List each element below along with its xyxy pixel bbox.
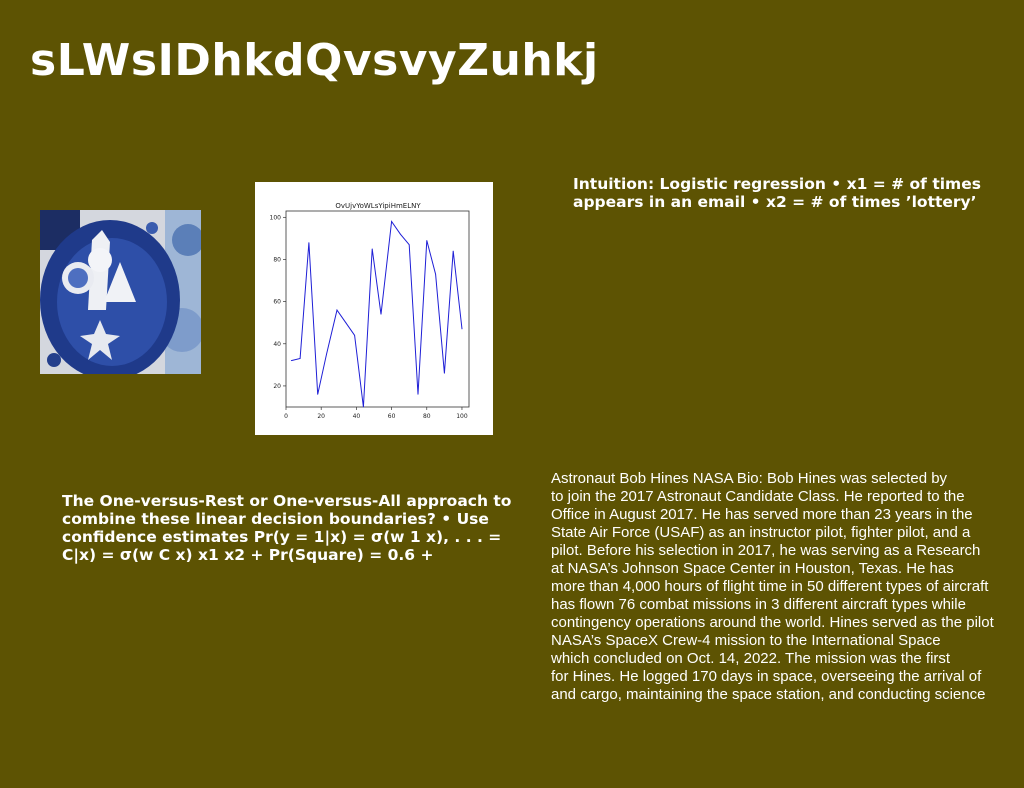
line-chart xyxy=(255,182,493,435)
data-point xyxy=(372,249,373,250)
bio-line: State Air Force (USAF) as an instructor pilot, fighter pilot, and a xyxy=(551,524,971,541)
data-point xyxy=(326,354,327,355)
chart-title: OvUjvYoWLsYipiHmELNY xyxy=(335,202,421,210)
x-tick-label: 20 xyxy=(317,413,326,420)
data-point xyxy=(409,244,410,245)
chart-x-axis xyxy=(284,407,468,420)
y-tick-label: 40 xyxy=(273,340,281,348)
data-point xyxy=(453,251,454,252)
y-tick-label: 60 xyxy=(273,298,281,306)
data-point xyxy=(435,274,436,275)
bio-line: Astronaut Bob Hines NASA Bio: Bob Hines was selected by xyxy=(551,470,948,487)
x-tick-label: 100 xyxy=(456,413,468,420)
bio-line: to join the 2017 Astronaut Candidate Class. He reported to the xyxy=(551,488,965,505)
data-point xyxy=(363,407,364,408)
bio-line: which concluded on Oct. 14, 2022. The mission was the first xyxy=(551,650,951,667)
cookies-photo-illustration xyxy=(40,210,201,374)
x-tick-label: 40 xyxy=(352,413,361,420)
data-point xyxy=(308,242,309,243)
line-chart-svg xyxy=(255,182,493,435)
bio-line: for Hines. He logged 170 days in space, overseeing the arrival of xyxy=(551,668,982,685)
bio-line: NASA’s SpaceX Crew-4 mission to the International Space xyxy=(551,632,941,649)
data-point xyxy=(426,240,427,241)
y-tick-label: 100 xyxy=(269,214,281,222)
data-point xyxy=(391,221,392,222)
chart-y-axis xyxy=(270,214,286,390)
y-tick-label: 80 xyxy=(273,256,281,264)
x-tick-label: 60 xyxy=(387,413,396,420)
chart-plot-area xyxy=(286,211,469,407)
x-tick-label: 0 xyxy=(284,413,288,420)
x-tick-label: 80 xyxy=(422,413,431,420)
data-point xyxy=(462,329,463,330)
bio-line: pilot. Before his selection in 2017, he was serving as a Research xyxy=(551,542,981,559)
one-vs-rest-text: The One-versus-Rest or One-versus-All approach to combine these linear decision boundaries? • Use confidence estimates Pr(y = 1|x) = σ(w⁡ 1 x), . . . = C|x) = σ(w⁡ C x) x1 x2 + Pr(Square) = 0.6 + xyxy=(62,492,512,564)
bio-line: Office in August 2017. He has served more than 23 years in the xyxy=(551,506,973,523)
data-point xyxy=(444,373,445,374)
y-tick-label: 20 xyxy=(273,382,281,390)
page-title: sLWsIDhkdQvsvyZuhkj xyxy=(30,35,599,86)
data-point xyxy=(291,360,292,361)
data-point xyxy=(300,358,301,359)
intuition-text: Intuition: Logistic regression • x1 = # of times appears in an email • x2 = # of times ’lottery’ xyxy=(573,175,981,211)
data-point xyxy=(345,322,346,323)
bio-line: at NASA’s Johnson Space Center in Houston, Texas. He has xyxy=(551,560,954,577)
data-point xyxy=(337,310,338,311)
cookies-photo xyxy=(40,210,201,374)
data-point xyxy=(381,314,382,315)
bio-line: has flown 76 combat missions in 3 different aircraft types while xyxy=(551,596,966,613)
bio-line: and cargo, maintaining the space station, and conducting science xyxy=(551,686,986,703)
data-point xyxy=(354,335,355,336)
bio-line: more than 4,000 hours of flight time in 50 different types of aircraft xyxy=(551,578,989,595)
data-point xyxy=(418,394,419,395)
bio-line: contingency operations around the world. Hines served as the pilot xyxy=(551,614,994,631)
data-point xyxy=(400,234,401,235)
series-line xyxy=(291,222,462,408)
data-point xyxy=(317,394,318,395)
chart-series-group xyxy=(291,221,462,407)
